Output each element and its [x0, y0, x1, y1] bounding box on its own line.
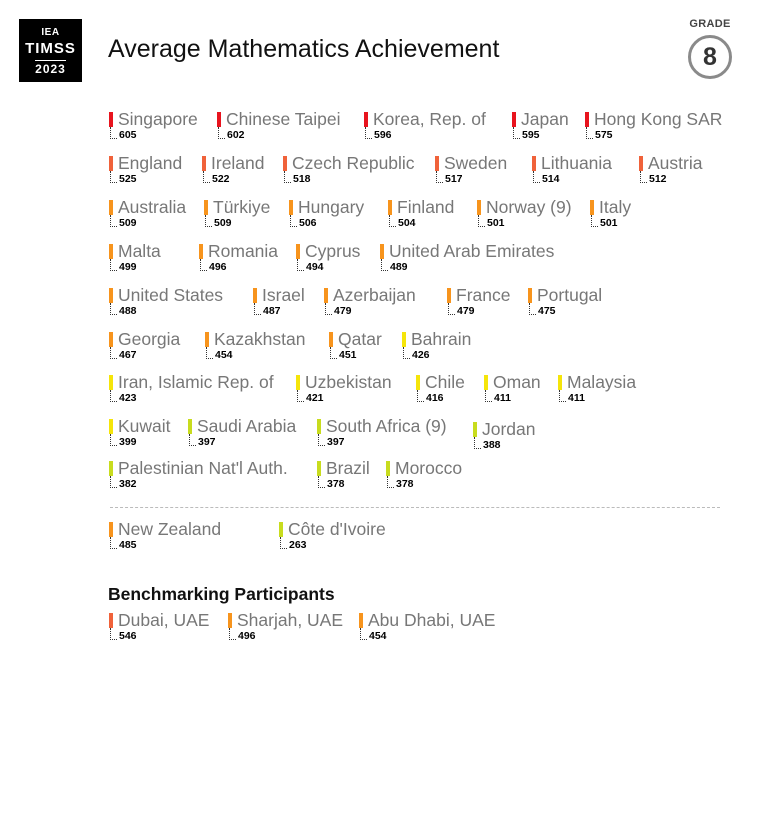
- score-color-marker: [296, 244, 300, 259]
- leader-line: [436, 171, 443, 183]
- score-color-marker: [402, 332, 406, 347]
- leader-line: [284, 171, 291, 183]
- country-score: 512: [649, 173, 667, 185]
- score-color-marker: [109, 200, 113, 215]
- score-color-marker: [532, 156, 536, 171]
- score-color-marker: [558, 375, 562, 390]
- country-score: 517: [445, 173, 463, 185]
- country-score: 575: [595, 129, 613, 141]
- country-score: 499: [119, 261, 137, 273]
- country-name: Cyprus: [305, 241, 361, 261]
- country-name: New Zealand: [118, 519, 222, 539]
- leader-line: [205, 215, 212, 227]
- country-name: United Arab Emirates: [389, 241, 555, 261]
- country-score: 382: [119, 478, 137, 490]
- country-name: Côte d'Ivoire: [288, 519, 386, 539]
- country-name: Malaysia: [567, 372, 637, 392]
- score-color-marker: [317, 419, 321, 434]
- leader-line: [290, 215, 297, 227]
- leader-line: [330, 347, 337, 359]
- score-color-marker: [590, 200, 594, 215]
- score-color-marker: [364, 112, 368, 127]
- section-divider: [110, 507, 720, 508]
- country-score: 423: [119, 392, 137, 404]
- country-score: 397: [198, 436, 216, 448]
- country-name: Israel: [262, 285, 305, 305]
- score-color-marker: [109, 244, 113, 259]
- country-name: Norway (9): [486, 197, 572, 217]
- country-name: Uzbekistan: [305, 372, 392, 392]
- country-score: 509: [119, 217, 137, 229]
- country-score: 488: [119, 305, 137, 317]
- country-score: 421: [306, 392, 324, 404]
- country-score: 501: [600, 217, 618, 229]
- leader-line: [280, 537, 287, 549]
- leader-line: [254, 303, 261, 315]
- leader-line: [110, 347, 117, 359]
- leader-line: [110, 259, 117, 271]
- country-name: Czech Republic: [292, 153, 415, 173]
- country-name: Australia: [118, 197, 187, 217]
- leader-line: [360, 628, 367, 640]
- country-score: 518: [293, 173, 311, 185]
- country-score: 479: [334, 305, 352, 317]
- leader-line: [403, 347, 410, 359]
- leader-line: [533, 171, 540, 183]
- country-name: Türkiye: [213, 197, 271, 217]
- leader-line: [229, 628, 236, 640]
- leader-line: [559, 390, 566, 402]
- country-name: Azerbaijan: [333, 285, 416, 305]
- score-color-marker: [109, 419, 113, 434]
- country-score: 506: [299, 217, 317, 229]
- country-name: England: [118, 153, 183, 173]
- country-name: Finland: [397, 197, 455, 217]
- score-color-marker: [202, 156, 206, 171]
- country-score: 454: [369, 630, 387, 642]
- score-color-marker: [109, 156, 113, 171]
- leader-line: [218, 127, 225, 139]
- country-score: 411: [568, 392, 585, 404]
- country-score: 454: [215, 349, 233, 361]
- country-score: 522: [212, 173, 230, 185]
- score-color-marker: [228, 613, 232, 628]
- score-color-marker: [324, 288, 328, 303]
- score-color-marker: [528, 288, 532, 303]
- country-name: Hong Kong SAR: [594, 109, 723, 129]
- country-name: Kazakhstan: [214, 329, 306, 349]
- score-color-marker: [329, 332, 333, 347]
- country-score: 411: [494, 392, 511, 404]
- country-name: Lithuania: [541, 153, 613, 173]
- leader-line: [200, 259, 207, 271]
- score-color-marker: [109, 522, 113, 537]
- score-color-marker: [199, 244, 203, 259]
- score-color-marker: [380, 244, 384, 259]
- leader-line: [417, 390, 424, 402]
- score-color-marker: [289, 200, 293, 215]
- country-name: Japan: [521, 109, 569, 129]
- score-color-marker: [386, 461, 390, 476]
- country-score: 489: [390, 261, 408, 273]
- score-color-marker: [639, 156, 643, 171]
- chart-title: Average Mathematics Achievement: [108, 35, 500, 63]
- leader-line: [203, 171, 210, 183]
- leader-line: [387, 476, 394, 488]
- country-score: 475: [538, 305, 556, 317]
- score-color-marker: [447, 288, 451, 303]
- country-name: Hungary: [298, 197, 365, 217]
- leader-line: [478, 215, 485, 227]
- country-score: 501: [487, 217, 505, 229]
- score-color-marker: [512, 112, 516, 127]
- leader-line: [110, 215, 117, 227]
- country-score: 378: [327, 478, 345, 490]
- leader-line: [110, 434, 117, 446]
- score-color-marker: [388, 200, 392, 215]
- leader-line: [325, 303, 332, 315]
- score-color-marker: [188, 419, 192, 434]
- leader-line: [110, 476, 117, 488]
- leader-line: [297, 390, 304, 402]
- leader-line: [485, 390, 492, 402]
- leader-line: [365, 127, 372, 139]
- country-name: Austria: [648, 153, 703, 173]
- score-color-marker: [317, 461, 321, 476]
- country-name: France: [456, 285, 511, 305]
- country-score: 496: [209, 261, 227, 273]
- grade-label: GRADE: [689, 18, 731, 30]
- country-score: 602: [227, 129, 245, 141]
- country-score: 479: [457, 305, 475, 317]
- country-name: Portugal: [537, 285, 603, 305]
- leader-line: [206, 347, 213, 359]
- country-name: Italy: [599, 197, 632, 217]
- country-score: 263: [289, 539, 307, 551]
- score-color-marker: [585, 112, 589, 127]
- score-color-marker: [279, 522, 283, 537]
- leader-line: [297, 259, 304, 271]
- leader-line: [110, 171, 117, 183]
- country-name: Ireland: [211, 153, 265, 173]
- leader-line: [110, 537, 117, 549]
- score-color-marker: [109, 461, 113, 476]
- score-color-marker: [283, 156, 287, 171]
- leader-line: [318, 434, 325, 446]
- score-color-marker: [416, 375, 420, 390]
- leader-line: [110, 127, 117, 139]
- country-score: 595: [522, 129, 540, 141]
- score-color-marker: [109, 613, 113, 628]
- country-name: South Africa (9): [326, 416, 447, 436]
- score-color-marker: [473, 422, 477, 437]
- score-color-marker: [205, 332, 209, 347]
- country-name: Saudi Arabia: [197, 416, 297, 436]
- country-score: 467: [119, 349, 137, 361]
- country-name: Jordan: [482, 419, 536, 439]
- country-name: Iran, Islamic Rep. of: [118, 372, 274, 392]
- country-score: 494: [306, 261, 324, 273]
- country-score: 509: [214, 217, 232, 229]
- country-name: Dubai, UAE: [118, 610, 210, 630]
- leader-line: [448, 303, 455, 315]
- leader-line: [110, 628, 117, 640]
- country-name: United States: [118, 285, 224, 305]
- country-name: Malta: [118, 241, 161, 261]
- leader-line: [591, 215, 598, 227]
- leader-line: [318, 476, 325, 488]
- score-color-marker: [109, 112, 113, 127]
- country-score: 496: [238, 630, 256, 642]
- country-name: Chinese Taipei: [226, 109, 341, 129]
- country-score: 451: [339, 349, 357, 361]
- leader-line: [189, 434, 196, 446]
- leader-line: [513, 127, 520, 139]
- country-score: 504: [398, 217, 416, 229]
- benchmarking-heading: Benchmarking Participants: [108, 584, 335, 604]
- score-color-marker: [109, 332, 113, 347]
- country-score: 416: [426, 392, 444, 404]
- country-name: Sharjah, UAE: [237, 610, 344, 630]
- country-name: Qatar: [338, 329, 382, 349]
- country-name: Brazil: [326, 458, 370, 478]
- score-color-marker: [359, 613, 363, 628]
- score-color-marker: [477, 200, 481, 215]
- score-color-marker: [484, 375, 488, 390]
- country-score: 514: [542, 173, 560, 185]
- score-color-marker: [296, 375, 300, 390]
- score-color-marker: [435, 156, 439, 171]
- leader-line: [586, 127, 593, 139]
- score-color-marker: [253, 288, 257, 303]
- country-name: Abu Dhabi, UAE: [368, 610, 496, 630]
- country-name: Sweden: [444, 153, 508, 173]
- country-score: 426: [412, 349, 430, 361]
- country-name: Romania: [208, 241, 279, 261]
- country-score: 525: [119, 173, 137, 185]
- country-name: Oman: [493, 372, 541, 392]
- score-color-marker: [109, 375, 113, 390]
- grade-badge: 8: [688, 35, 732, 79]
- country-score: 397: [327, 436, 345, 448]
- country-score: 378: [396, 478, 414, 490]
- leader-line: [529, 303, 536, 315]
- country-name: Palestinian Nat'l Auth.: [118, 458, 288, 478]
- country-name: Korea, Rep. of: [373, 109, 486, 129]
- leader-line: [110, 303, 117, 315]
- country-name: Singapore: [118, 109, 198, 129]
- logo-org-text: IEA: [41, 27, 60, 38]
- country-name: Morocco: [395, 458, 463, 478]
- leader-line: [640, 171, 647, 183]
- country-score: 399: [119, 436, 137, 448]
- country-score: 546: [119, 630, 137, 642]
- country-name: Bahrain: [411, 329, 472, 349]
- country-name: Chile: [425, 372, 465, 392]
- country-score: 596: [374, 129, 392, 141]
- score-color-marker: [217, 112, 221, 127]
- country-name: Kuwait: [118, 416, 171, 436]
- leader-line: [110, 390, 117, 402]
- country-score: 388: [483, 439, 501, 451]
- leader-line: [389, 215, 396, 227]
- country-score: 605: [119, 129, 137, 141]
- leader-line: [381, 259, 388, 271]
- logo-study-text: TIMSS: [25, 40, 76, 57]
- country-score: 485: [119, 539, 137, 551]
- score-color-marker: [109, 288, 113, 303]
- country-score: 487: [263, 305, 281, 317]
- score-color-marker: [204, 200, 208, 215]
- iea-timss-logo: [19, 19, 82, 82]
- leader-line: [474, 437, 481, 449]
- logo-year-text: 2023: [35, 62, 66, 76]
- country-name: Georgia: [118, 329, 181, 349]
